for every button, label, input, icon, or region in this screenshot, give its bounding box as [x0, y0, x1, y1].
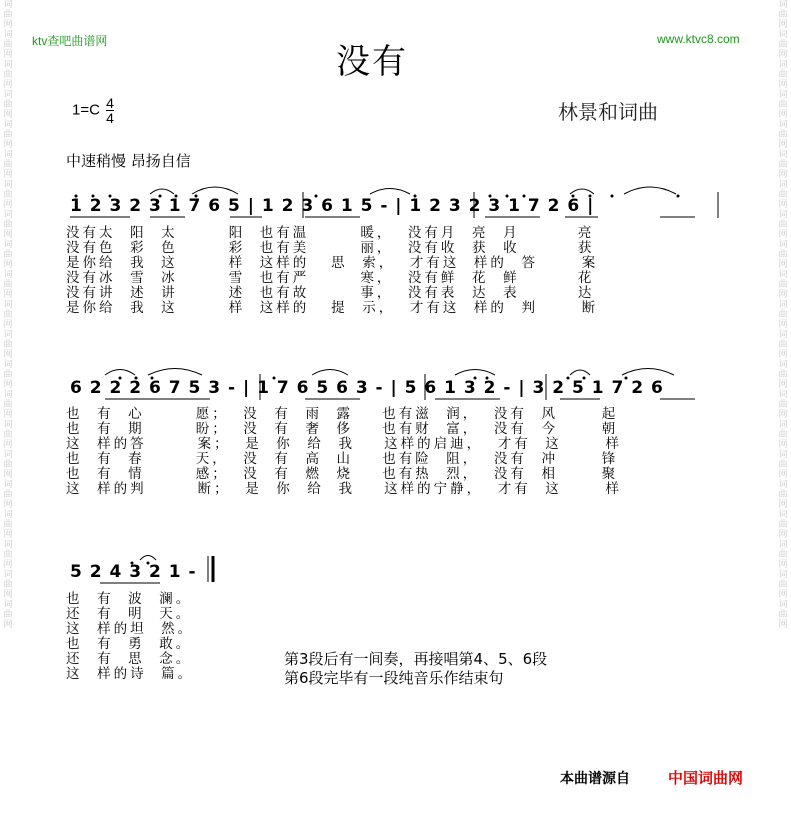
watermark-char: 曲 — [3, 400, 13, 410]
watermark-char: 网 — [778, 170, 788, 180]
watermark-char: 曲 — [3, 430, 13, 440]
performance-note-1: 第3段后有一间奏，再接唱第4、5、6段 — [284, 650, 548, 668]
lyrics-block-2 — [66, 407, 622, 497]
lyric-line: 是你给 我 这 样 这样的 提 示， 才有这 样的 判 断 — [66, 300, 599, 316]
watermark-char: 曲 — [3, 370, 13, 380]
watermark-char: 曲 — [3, 580, 13, 590]
tempo-marking: 中速稍慢 昂扬自信 — [66, 152, 191, 170]
watermark-char: 曲 — [778, 550, 788, 560]
watermark-char: 曲 — [778, 40, 788, 50]
watermark-char: 词 — [778, 60, 788, 70]
song-title: 没有 — [336, 42, 408, 82]
site-right: www.ktvc8.com — [657, 32, 740, 46]
watermark-char: 词 — [778, 300, 788, 310]
watermark-char: 词 — [3, 390, 13, 400]
lyric-line: 这 样的答 案； 是 你 给 我 这样的启迪， 才有 这 样 — [66, 436, 623, 452]
watermark-char: 网 — [778, 260, 788, 270]
watermark-char: 曲 — [3, 100, 13, 110]
watermark-char: 曲 — [778, 370, 788, 380]
watermark-char: 网 — [778, 410, 788, 420]
watermark-char: 网 — [778, 440, 788, 450]
watermark-char: 网 — [778, 470, 788, 480]
watermark-char: 曲 — [778, 610, 788, 620]
lyric-line: 还 有 明 天。 — [66, 606, 193, 622]
watermark-char: 词 — [778, 180, 788, 190]
watermark-char: 网 — [3, 20, 13, 30]
watermark-char: 词 — [778, 450, 788, 460]
lyric-line: 也 有 勇 敢。 — [66, 636, 193, 652]
watermark-char: 曲 — [3, 610, 13, 620]
watermark-char: 曲 — [778, 100, 788, 110]
watermark-char: 网 — [778, 530, 788, 540]
watermark-char: 曲 — [3, 40, 13, 50]
lyric-line: 也 有 心 愿； 没 有 雨 露 也有滋 润， 没有 风 起 — [66, 406, 619, 422]
composer: 林景和词曲 — [558, 100, 658, 124]
watermark-char: 网 — [778, 200, 788, 210]
watermark-char: 词 — [3, 300, 13, 310]
watermark-char: 网 — [778, 590, 788, 600]
watermark-char: 曲 — [3, 130, 13, 140]
watermark-char: 网 — [778, 110, 788, 120]
lyrics-block-3 — [66, 592, 194, 682]
lyric-line: 也 有 情 感； 没 有 燃 烧 也有热 烈， 没有 相 聚 — [66, 466, 619, 482]
watermark-char: 网 — [778, 290, 788, 300]
watermark-char: 曲 — [3, 10, 13, 20]
watermark-char: 网 — [3, 320, 13, 330]
watermark-char: 词 — [3, 210, 13, 220]
watermark-char: 词 — [778, 480, 788, 490]
watermark-char: 词 — [3, 480, 13, 490]
watermark-char: 网 — [778, 140, 788, 150]
watermark-char: 词 — [3, 420, 13, 430]
watermark-char: 曲 — [3, 190, 13, 200]
watermark-char: 曲 — [3, 250, 13, 260]
watermark-char: 词 — [778, 330, 788, 340]
watermark-char: 网 — [778, 50, 788, 60]
watermark-char: 词 — [3, 450, 13, 460]
lyric-line: 没有冰 雪 冰 雪 也有严 寒， 没有鲜 花 鲜 花 — [66, 270, 595, 286]
watermark-char: 词 — [3, 90, 13, 100]
source-label: 本曲谱源自 — [560, 771, 630, 787]
watermark-char: 网 — [3, 590, 13, 600]
watermark-char: 曲 — [778, 130, 788, 140]
lyric-line: 也 有 春 天， 没 有 高 山 也有险 阻， 没有 冲 锋 — [66, 451, 619, 467]
watermark-char: 词 — [3, 150, 13, 160]
lyric-line: 也 有 波 澜。 — [66, 591, 193, 607]
watermark-char: 词 — [778, 90, 788, 100]
key-label: 1=C — [72, 101, 100, 119]
performance-note-2: 第6段完毕有一段纯音乐作结束句 — [284, 669, 504, 687]
watermark-char: 曲 — [778, 490, 788, 500]
watermark-char: 曲 — [3, 310, 13, 320]
watermark-char: 曲 — [3, 340, 13, 350]
watermark-char: 曲 — [778, 400, 788, 410]
watermark-char: 曲 — [778, 250, 788, 260]
watermark-char: 词 — [3, 510, 13, 520]
watermark-char: 词 — [778, 360, 788, 370]
watermark-char: 词 — [3, 360, 13, 370]
watermark-char: 网 — [778, 320, 788, 330]
watermark-char: 网 — [3, 170, 13, 180]
watermark-char: 网 — [3, 530, 13, 540]
watermark-char: 词 — [3, 240, 13, 250]
watermark-char: 网 — [3, 110, 13, 120]
watermark-char: 网 — [778, 620, 788, 630]
watermark-char: 网 — [778, 80, 788, 90]
watermark-char: 网 — [3, 380, 13, 390]
watermark-char: 曲 — [3, 70, 13, 80]
lyric-line: 也 有 期 盼； 没 有 奢 侈 也有财 富， 没有 今 朝 — [66, 421, 619, 437]
source-site-link[interactable]: 中国词曲网 — [668, 769, 744, 787]
watermark-char: 网 — [3, 50, 13, 60]
watermark-char: 网 — [3, 350, 13, 360]
lyric-line: 没有太 阳 太 阳 也有温 暖， 没有月 亮 月 亮 — [66, 225, 595, 241]
watermark-char: 曲 — [3, 520, 13, 530]
watermark-char: 网 — [778, 20, 788, 30]
lyric-line: 还 有 思 念。 — [66, 651, 193, 667]
watermark-char: 网 — [3, 440, 13, 450]
watermark-char: 曲 — [3, 490, 13, 500]
watermark-char: 曲 — [3, 280, 13, 290]
watermark-char: 网 — [3, 560, 13, 570]
watermark-char: 曲 — [778, 340, 788, 350]
watermark-char: 曲 — [778, 220, 788, 230]
watermark-char: 网 — [3, 260, 13, 270]
lyrics-block-1 — [66, 226, 598, 316]
watermark-char: 词 — [3, 0, 13, 10]
watermark-char: 曲 — [778, 70, 788, 80]
notation-line-3: 5 2 4 3 2 1 - — [70, 562, 197, 582]
watermark-char: 词 — [3, 60, 13, 70]
watermark-char: 词 — [3, 330, 13, 340]
watermark-char: 词 — [3, 30, 13, 40]
watermark-char: 曲 — [778, 280, 788, 290]
watermark-char: 网 — [3, 230, 13, 240]
time-bottom: 4 — [106, 110, 114, 126]
watermark-char: 网 — [3, 80, 13, 90]
lyric-line: 没有讲 述 讲 述 也有故 事， 没有表 达 表 达 — [66, 285, 595, 301]
watermark-char: 网 — [3, 500, 13, 510]
lyric-line: 是你给 我 这 样 这样的 思 索， 才有这 样的 答 案 — [66, 255, 599, 271]
watermark-char: 词 — [778, 150, 788, 160]
lyric-line: 没有色 彩 色 彩 也有美 丽， 没有收 获 收 获 — [66, 240, 595, 256]
watermark-char: 词 — [778, 600, 788, 610]
watermark-char: 曲 — [778, 160, 788, 170]
watermark-char: 网 — [3, 410, 13, 420]
watermark-char: 词 — [3, 270, 13, 280]
site-left: ktv查吧曲谱网 — [32, 34, 108, 48]
lyric-line: 这 样的诗 篇。 — [66, 666, 195, 682]
watermark-char: 曲 — [778, 460, 788, 470]
watermark-char: 曲 — [778, 430, 788, 440]
watermark-char: 网 — [778, 560, 788, 570]
watermark-char: 词 — [778, 0, 788, 10]
watermark-char: 曲 — [3, 160, 13, 170]
watermark-char: 词 — [778, 30, 788, 40]
watermark-char: 网 — [3, 140, 13, 150]
watermark-char: 词 — [778, 510, 788, 520]
watermark-char: 词 — [3, 570, 13, 580]
watermark-char: 曲 — [3, 550, 13, 560]
lyric-line: 这 样的判 断； 是 你 给 我 这样的宁静， 才有 这 样 — [66, 481, 623, 497]
watermark-char: 词 — [778, 540, 788, 550]
watermark-char: 网 — [778, 500, 788, 510]
watermark-char: 词 — [3, 180, 13, 190]
watermark-char: 网 — [3, 620, 13, 630]
time-top: 4 — [106, 95, 114, 111]
watermark-char: 曲 — [778, 190, 788, 200]
watermark-char: 词 — [778, 390, 788, 400]
watermark-char: 曲 — [3, 460, 13, 470]
watermark-char: 网 — [778, 230, 788, 240]
watermark-char: 网 — [3, 470, 13, 480]
watermark-char: 网 — [3, 290, 13, 300]
watermark-char: 网 — [778, 350, 788, 360]
notation-line-1: 1 2 3 2 3 1 7 6 5 | 1 2 3 6 1 5 - | 1 2 3 2 3 1 7 2 6 | — [70, 196, 595, 216]
lyric-line: 这 样的坦 然。 — [66, 621, 195, 637]
watermark-char: 词 — [778, 420, 788, 430]
watermark-char: 曲 — [778, 580, 788, 590]
notation-line-2: 6 2 2 2 6 7 5 3 - | 1 7 6 5 6 3 - | 5 6 1 3 2 - | 3 2 5 1 7 2 6 — [70, 378, 664, 398]
watermark-char: 网 — [778, 380, 788, 390]
watermark-char: 词 — [778, 240, 788, 250]
watermark-char: 词 — [3, 600, 13, 610]
watermark-char: 曲 — [778, 310, 788, 320]
watermark-char: 词 — [778, 570, 788, 580]
watermark-char: 词 — [3, 120, 13, 130]
watermark-char: 词 — [3, 540, 13, 550]
watermark-char: 曲 — [3, 220, 13, 230]
watermark-char: 词 — [778, 270, 788, 280]
watermark-char: 词 — [778, 120, 788, 130]
watermark-char: 网 — [3, 200, 13, 210]
watermark-char: 词 — [778, 210, 788, 220]
watermark-char: 曲 — [778, 520, 788, 530]
watermark-char: 曲 — [778, 10, 788, 20]
